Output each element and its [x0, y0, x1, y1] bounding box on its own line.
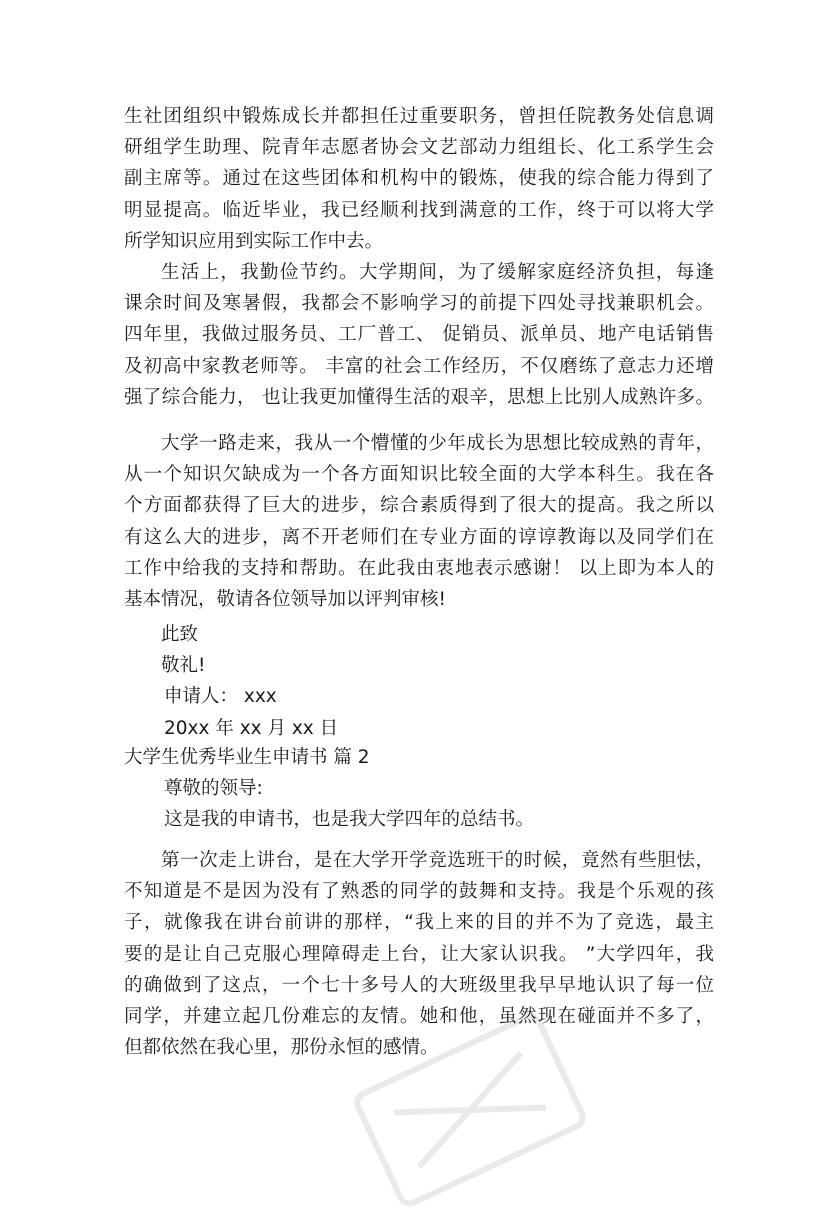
applicant-line: 申请人： xxx [164, 686, 277, 708]
closing-ci-zhi: 此致 [161, 624, 199, 645]
text-line: 及初高中家教老师等。 丰富的社会工作经历，不仅磨练了意志力还增 [124, 355, 714, 377]
section-heading: 大学生优秀毕业生申请书 篇 2 [124, 747, 370, 768]
text-line: 生社团组织中锻炼成长并都担任过重要职务，曾担任院教务处信息调 [124, 106, 714, 127]
text-line: 不知道是不是因为没有了熟悉的同学的鼓舞和支持。我是个乐观的孩 [124, 881, 714, 903]
closing-jing-li: 敬礼! [161, 655, 206, 677]
paragraph-life [124, 257, 714, 413]
text-line: 从一个知识欠缺成为一个各方面知识比较全面的大学本科生。我在各 [124, 464, 714, 486]
text-line: 副主席等。通过在这些团体和机构中的锻炼，使我的综合能力得到了 [124, 168, 714, 190]
date-line: 20xx 年 xx 月 xx 日 [164, 717, 339, 739]
intro-line: 这是我的申请书，也是我大学四年的总结书。 [164, 809, 535, 831]
text-line: 所学知识应用到实际工作中去。 [124, 230, 384, 252]
text-line: 生活上，我勤俭节约。大学期间，为了缓解家庭经济负担，每逢 [161, 262, 714, 283]
salutation: 尊敬的领导: [164, 778, 263, 800]
text-line: 明显提高。临近毕业，我已经顺利找到满意的工作，终于可以将大学 [124, 199, 714, 221]
text-line: 有这么大的进步，离不开老师们在专业方面的谆谆教诲以及同学们在 [124, 526, 714, 548]
text-line: 强了综合能力， 也让我更加懂得生活的艰辛，思想上比别人成熟许多。 [124, 386, 714, 408]
text-line: 要的是让自己克服心理障碍走上台，让大家认识我。 ”大学四年，我 [124, 943, 714, 965]
paragraph-first-podium [124, 845, 714, 1063]
paragraph-growth [124, 428, 714, 615]
text-line: 大学一路走来，我从一个懵懂的少年成长为思想比较成熟的青年， [161, 433, 714, 454]
text-line: 同学，并建立起几份难忘的友情。她和他，虽然现在碰面并不多了， [124, 1005, 714, 1027]
text-line: 课余时间及寒暑假，我都会不影响学习的前提下四处寻找兼职机会。 [124, 293, 714, 315]
text-line: 但都依然在我心里，那份永恒的感情。 [124, 1037, 439, 1059]
section-heading-block [124, 742, 714, 836]
text-line: 个方面都获得了巨大的进步，综合素质得到了很大的提高。我之所以 [124, 495, 714, 517]
text-line: 研组学生助理、院青年志愿者协会文艺部动力组组长、化工系学生会 [124, 137, 714, 159]
text-line: 的确做到了这点，一个七十多号人的大班级里我早早地认识了每一位 [124, 974, 714, 996]
text-line: 子，就像我在讲台前讲的那样，“我上来的目的并不为了竞选，最主 [124, 912, 714, 934]
paragraph-organizations [124, 101, 714, 257]
text-line: 第一次走上讲台，是在大学开学竞选班干的时候，竟然有些胆怯， [161, 850, 714, 871]
text-line: 工作中给我的支持和帮助。在此我由衷地表示感谢！ 以上即为本人的 [124, 557, 714, 579]
closing-block [124, 619, 714, 744]
text-line: 四年里，我做过服务员、工厂普工、 促销员、派单员、地产电话销售 [124, 324, 714, 346]
text-line: 基本情况，敬请各位领导加以评判审核! [124, 588, 446, 610]
